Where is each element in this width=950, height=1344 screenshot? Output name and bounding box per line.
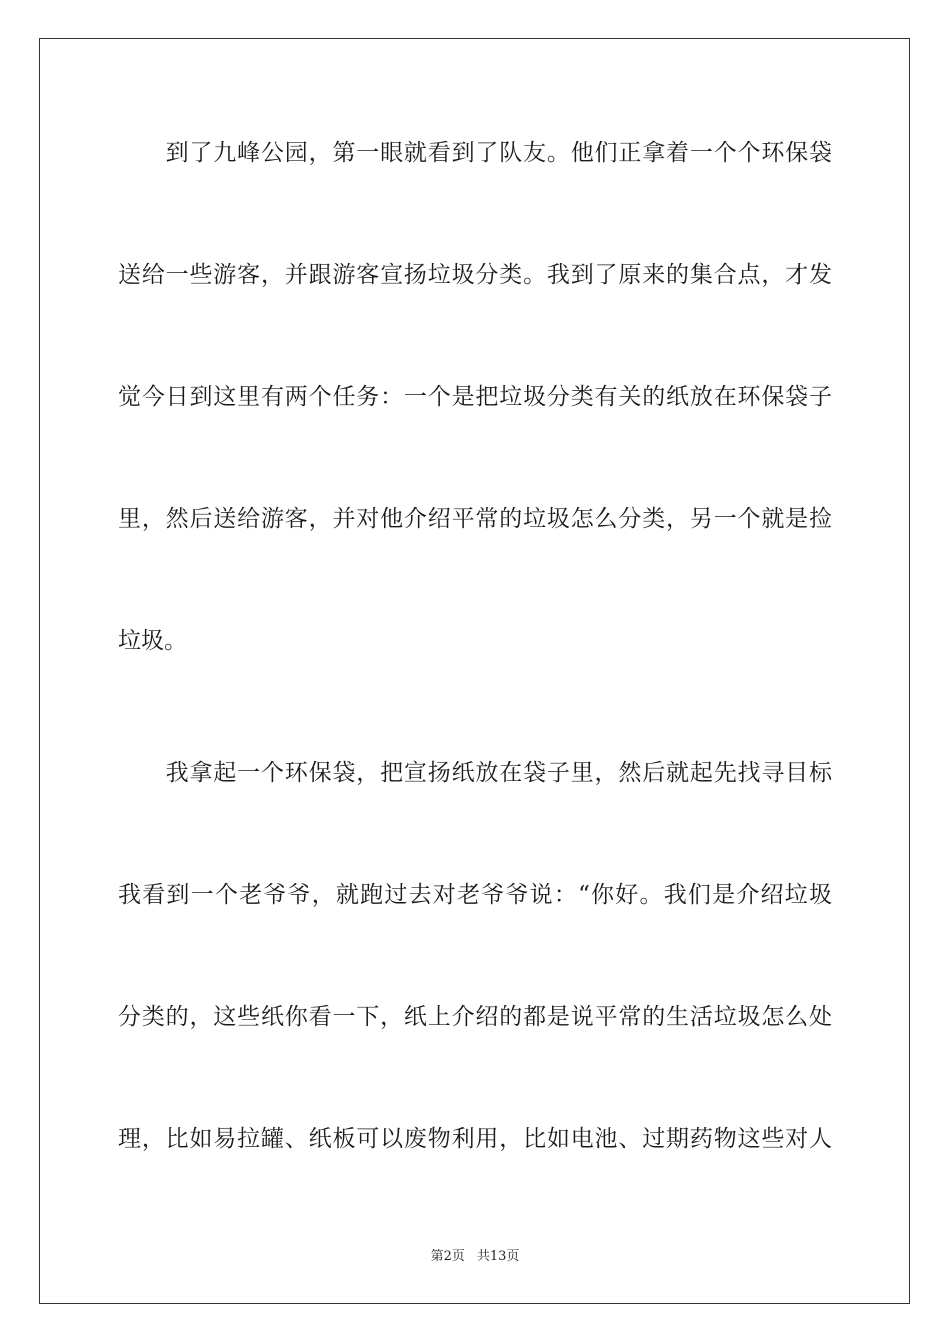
body-text-line-1: 到了九峰公园，第一眼就看到了队友。他们正拿着一个个环保袋 (118, 140, 832, 166)
body-text-line-9: 理，比如易拉罐、纸板可以废物利用，比如电池、过期药物这些对人 (118, 1126, 832, 1152)
page-total: 共13页 (476, 1249, 520, 1264)
body-text-line-2: 送给一些游客，并跟游客宣扬垃圾分类。我到了原来的集合点，才发 (118, 262, 832, 288)
body-text-line-5: 垃圾。 (118, 628, 187, 654)
body-text-line-4: 里，然后送给游客，并对他介绍平常的垃圾怎么分类，另一个就是捡 (118, 506, 832, 532)
body-text-line-6: 我拿起一个环保袋，把宣扬纸放在袋子里，然后就起先找寻目标 (118, 760, 832, 786)
page-number: 第2页 (430, 1249, 465, 1264)
page-footer (0, 1248, 950, 1266)
page-border (39, 38, 910, 1304)
body-text-line-7: 我看到一个老爷爷，就跑过去对老爷爷说：“你好。我们是介绍垃圾 (118, 882, 832, 908)
body-text-line-3: 觉今日到这里有两个任务：一个是把垃圾分类有关的纸放在环保袋子 (118, 384, 832, 410)
body-text-line-8: 分类的，这些纸你看一下，纸上介绍的都是说平常的生活垃圾怎么处 (118, 1004, 832, 1030)
